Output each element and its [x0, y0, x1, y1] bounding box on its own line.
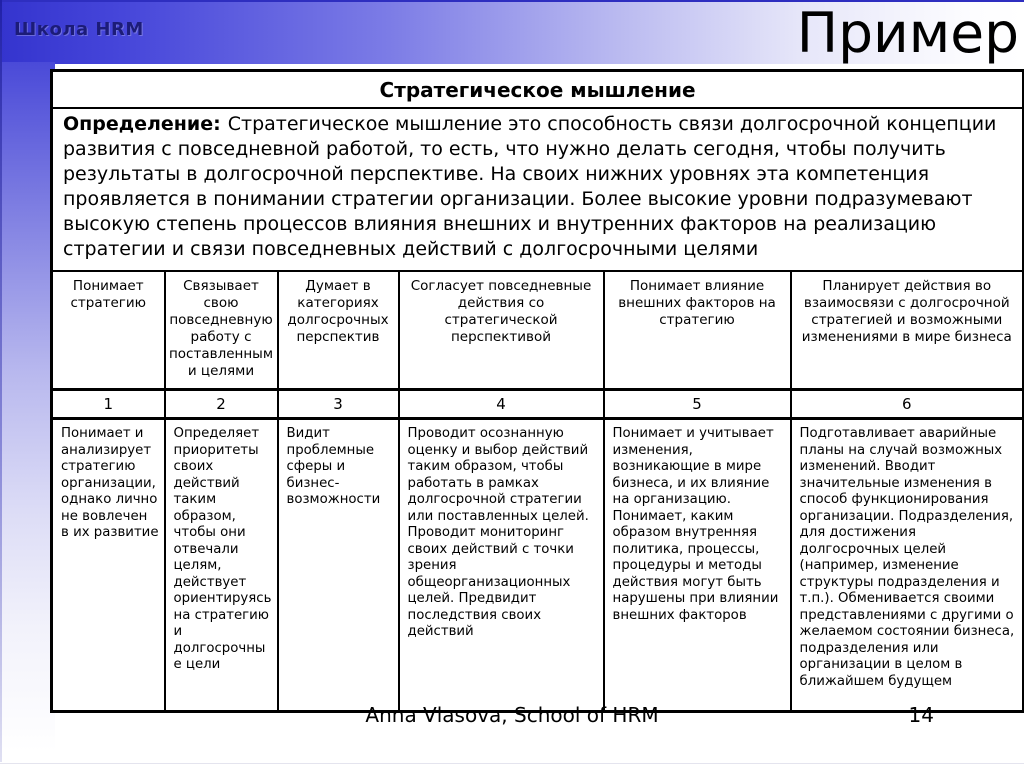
level-number-row [52, 390, 1024, 419]
footer-author: Anna Vlasova, School of HRM [365, 703, 659, 727]
table-title-row [52, 71, 1024, 109]
level-description-5: Понимает и учитывает изменения, возникающие в мире бизнеса, и их влияние на организацию. Понимает, каким образом внутренняя политика, процессы, процедуры и методы действия могут быть нарушены при влиянии внешних факторов [604, 419, 791, 712]
column-header-2: Связывает свою повседневную работу с поставленными целями [165, 271, 278, 390]
bottom-divider-line [0, 763, 1024, 764]
definition-cell [52, 108, 1024, 271]
slide-title: Пример [796, 1, 1019, 65]
column-header-5: Понимает влияние внешних факторов на стратегию [604, 271, 791, 390]
level-description-4: Проводит осознанную оценку и выбор действий таким образом, чтобы работать в рамках долгосрочной стратегии или поставленных целей. Проводит мониторинг своих действий с точки зрения общеорганизационных целей. Предвидит последствия своих действий [399, 419, 604, 712]
column-header-1: Понимает стратегию [52, 271, 165, 390]
level-description-row [52, 419, 1024, 712]
definition-text: Стратегическое мышление это способность связи долгосрочной концепции развития с повседневной работой, то есть, что нужно делать сегодня, чтобы получить результаты в долгосрочной перспективе. На своих нижних уровнях эта компетенция проявляется в понимании стратегии организации. Более высокие уровни подразумевают высокую степень процессов влияния внешних и внутренних факторов на реализацию стратегии и связи повседневных действий с долгосрочными целями [63, 113, 997, 260]
left-accent-strip [0, 62, 55, 752]
level-description-6: Подготавливает аварийные планы на случай возможных изменений. Вводит значительные изменения в способ функционирования организации. Подразделения, для достижения долгосрочных целей (например, изменение структуры подразделения и т.п.). Обменивается своими представлениями с другими о желаемом состоянии бизнеса, подразделения или организации в целом в ближайшем будущем [791, 419, 1024, 712]
level-number-6: 6 [791, 390, 1024, 419]
level-number-1: 1 [52, 390, 165, 419]
column-header-6: Планирует действия во взаимосвязи с долгосрочной стратегией и возможными изменениями в мире бизнеса [791, 271, 1024, 390]
level-description-1: Понимает и анализирует стратегию организации, однако лично не вовлечен в их развитие [52, 419, 165, 712]
table-title: Стратегическое мышление [52, 71, 1024, 109]
logo-text: Школа HRM [14, 19, 144, 40]
definition-row [52, 108, 1024, 271]
level-number-2: 2 [165, 390, 278, 419]
level-number-5: 5 [604, 390, 791, 419]
level-description-3: Видит проблемные сферы и бизнес-возможности [278, 419, 399, 712]
column-header-row [52, 271, 1024, 390]
level-number-3: 3 [278, 390, 399, 419]
left-edge-line [0, 0, 2, 762]
level-number-4: 4 [399, 390, 604, 419]
column-header-4: Согласует повседневные действия со стратегической перспективой [399, 271, 604, 390]
level-description-2: Определяет приоритеты своих действий таким образом, чтобы они отвечали целям, действует ориентируясь на стратегию и долгосрочные цели [165, 419, 278, 712]
page-number: 14 [908, 703, 934, 727]
definition-label: Определение: [63, 113, 221, 135]
competency-table [50, 69, 1024, 713]
column-header-3: Думает в категориях долгосрочных перспектив [278, 271, 399, 390]
